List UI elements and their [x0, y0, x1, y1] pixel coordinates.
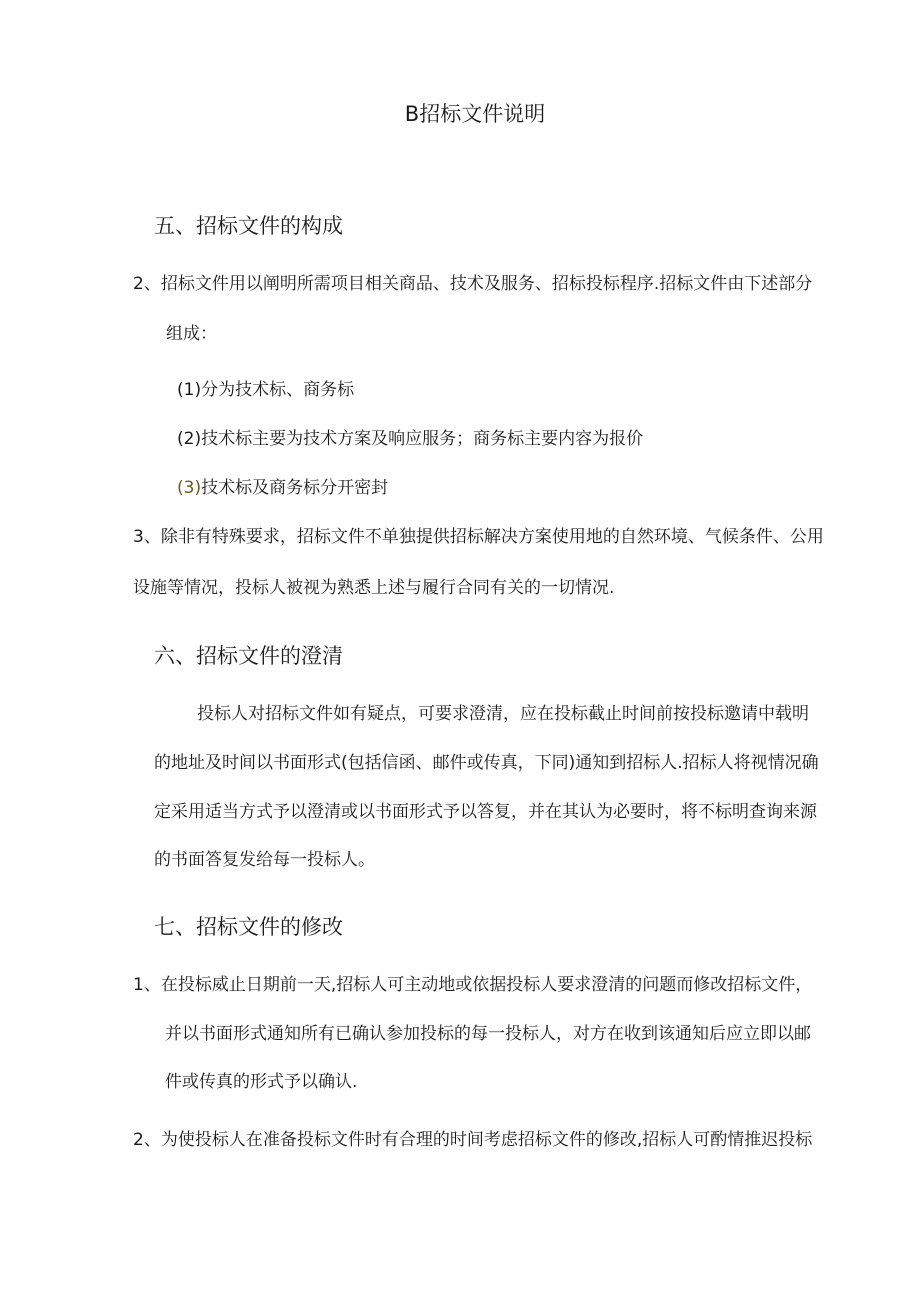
item-2-line-2: 组成： [166, 324, 217, 344]
item-2-line-1: 2、招标文件用以阐明所需项目相关商品、技术及服务、招标投标程序.招标文件由下述部分 [133, 274, 813, 294]
subitem-2-number: (2) [177, 429, 202, 449]
clarification-line-1: 投标人对招标文件如有疑点，可要求澄清，应在投标截止时间前按投标邀请中载明 [197, 704, 809, 724]
subitem-3-number: (3) [177, 478, 202, 498]
clarification-line-2: 的地址及时间以书面形式(包括信函、邮件或传真，下同)通知到招标人.招标人将视情况确 [154, 753, 819, 773]
subitem-3 [177, 476, 388, 500]
subitem-2-text: 技术标主要为技术方案及响应服务；商务标主要内容为报价 [201, 429, 644, 449]
section-heading-modification: 七、招标文件的修改 [154, 915, 343, 939]
modification-item-1-line-1: 1、在投标威止日期前一天,招标人可主动地或依据投标人要求澄清的问题而修改招标文件， [133, 975, 813, 995]
document-title: B招标文件说明 [404, 102, 546, 126]
clarification-line-4: 的书面答复发给每一投标人。 [154, 850, 375, 870]
section-heading-composition: 五、招标文件的构成 [154, 214, 343, 238]
subitem-3-text: 技术标及商务标分开密封 [201, 478, 389, 498]
clarification-line-3: 定采用适当方式予以澄清或以书面形式予以答复，并在其认为必要时，将不标明查询来源 [154, 802, 817, 822]
subitem-1 [177, 378, 354, 402]
modification-item-2-line-1: 2、为使投标人在准备投标文件时有合理的时间考虑招标文件的修改,招标人可酌情推迟投标 [133, 1130, 813, 1150]
item-3-line-1: 3、除非有特殊要求，招标文件不单独提供招标解决方案使用地的自然环境、气候条件、公用 [133, 527, 824, 547]
subitem-1-number: (1) [177, 380, 202, 400]
modification-item-1-line-2: 并以书面形式通知所有已确认参加投标的每一投标人，对方在收到该通知后应立即以邮 [165, 1024, 811, 1044]
section-heading-clarification: 六、招标文件的澄清 [154, 644, 343, 668]
subitem-1-text: 分为技术标、商务标 [201, 380, 355, 400]
item-3-line-2: 设施等情况，投标人被视为熟悉上述与履行合同有关的一切情况. [133, 578, 615, 598]
modification-item-1-line-3: 件或传真的形式予以确认. [165, 1072, 358, 1092]
subitem-2 [177, 427, 643, 451]
